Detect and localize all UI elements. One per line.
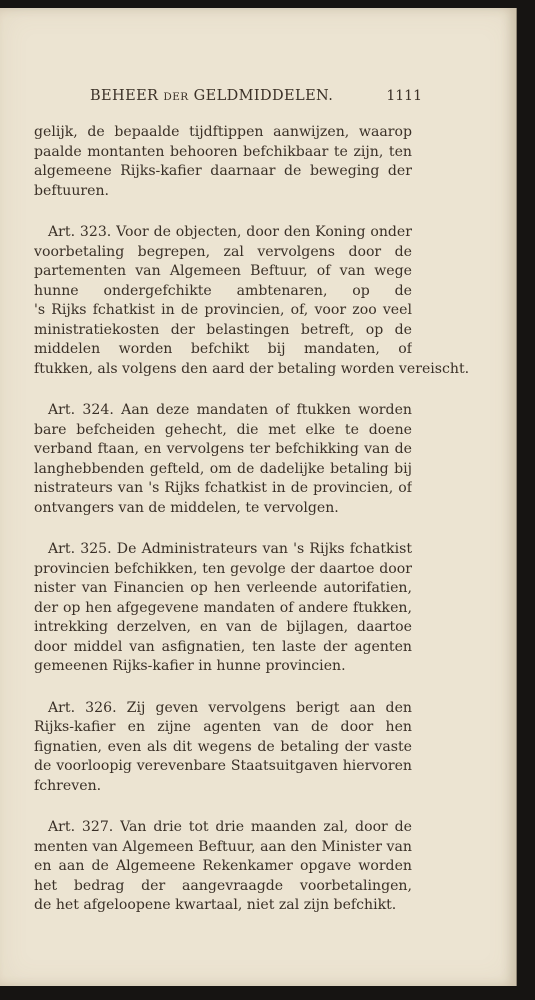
text-line: ontvangers van de middelen, te vervolgen. xyxy=(34,499,339,516)
text-line: menten van Algemeen Beftuur, aan den Minister van xyxy=(34,838,412,855)
text-line: de het afgeloopene kwartaal, niet zal zijn befchikt. xyxy=(34,897,397,913)
text-line: 's Rijks fchatkist in de provincien, of, voor zoo veel xyxy=(34,302,412,318)
text-line: hunne ondergefchikte ambtenaren, op de xyxy=(34,282,412,299)
text-line: gemeenen Rijks-kafier in hunne provincien. xyxy=(34,658,346,674)
article-323 xyxy=(34,223,470,379)
text-line: verband ftaan, en vervolgens ter befchikking van de xyxy=(34,441,412,457)
text-line: algemeene Rijks-kafier daarnaar de beweging der xyxy=(34,163,412,179)
text-line: ministratiekosten der belastingen betreft, op de xyxy=(34,321,412,338)
page-header xyxy=(90,88,422,108)
page-number: 1111 xyxy=(386,88,422,104)
text-line: intrekking derzelven, en van de bijlagen, daartoe xyxy=(34,619,412,635)
text-line: Rijks-kafier en zijne agenten van de door hen xyxy=(34,719,412,735)
text-line: beftuuren. xyxy=(34,182,110,199)
text-line: partementen van Algemeen Beftuur, of van wege xyxy=(34,263,412,279)
text-line: ftukken, als volgens den aard der betaling worden vereischt. xyxy=(34,360,470,377)
running-head-part2: GELDMIDDELEN. xyxy=(193,88,334,104)
text-line: de voorloopig verevenbare Staatsuitgaven hiervoren xyxy=(34,758,412,774)
text-line: voorbetaling begrepen, zal vervolgens door de xyxy=(34,243,412,260)
text-line: nistrateurs van 's Rijks fchatkist in de provincien, of xyxy=(34,480,412,496)
text-line: gelijk, de bepaalde tijdftippen aanwijzen, waarop xyxy=(34,124,412,140)
text-line: Art. 325. De Administrateurs van 's Rijks fchatkist xyxy=(48,541,412,557)
text-line: paalde montanten behooren befchikbaar te zijn, ten xyxy=(34,143,412,160)
text-line: en aan de Algemeene Rekenkamer opgave worden xyxy=(34,858,412,874)
running-head-small: DER xyxy=(163,91,189,103)
text-line: provincien befchikken, ten gevolge der daartoe door xyxy=(34,560,412,577)
article-327 xyxy=(34,818,412,916)
text-line: der op hen afgegevene mandaten of andere ftukken, xyxy=(34,599,412,616)
book-page xyxy=(0,8,517,986)
text-line: Art. 324. Aan deze mandaten of ftukken worden xyxy=(48,402,412,418)
body-text xyxy=(34,123,470,938)
text-line: Art. 326. Zij geven vervolgens berigt aan den xyxy=(48,699,412,716)
running-head xyxy=(90,88,333,104)
text-line: langhebbenden gefteld, om de dadelijke betaling bij xyxy=(34,460,412,477)
text-line: middelen worden befchikt bij mandaten, of xyxy=(34,341,412,357)
text-line: bare befcheiden gehecht, die met elke te doene xyxy=(34,421,412,438)
text-line: fignatien, even als dit wegens de betaling der vaste xyxy=(34,738,412,755)
text-line: door middel van asfignatien, ten laste der agenten xyxy=(34,638,412,655)
paragraph-continued xyxy=(34,123,412,201)
article-326 xyxy=(34,699,412,797)
article-324 xyxy=(34,401,412,518)
text-line: fchreven. xyxy=(34,777,102,794)
running-head-part1: BEHEER xyxy=(90,88,159,104)
text-line: nister van Financien op hen verleende autorifatien, xyxy=(34,580,412,596)
text-line: het bedrag der aangevraagde voorbetalingen, xyxy=(34,877,412,894)
text-line: Art. 327. Van drie tot drie maanden zal, door de xyxy=(48,819,412,835)
article-325 xyxy=(34,540,412,677)
text-line: Art. 323. Voor de objecten, door den Koning onder xyxy=(48,224,412,240)
